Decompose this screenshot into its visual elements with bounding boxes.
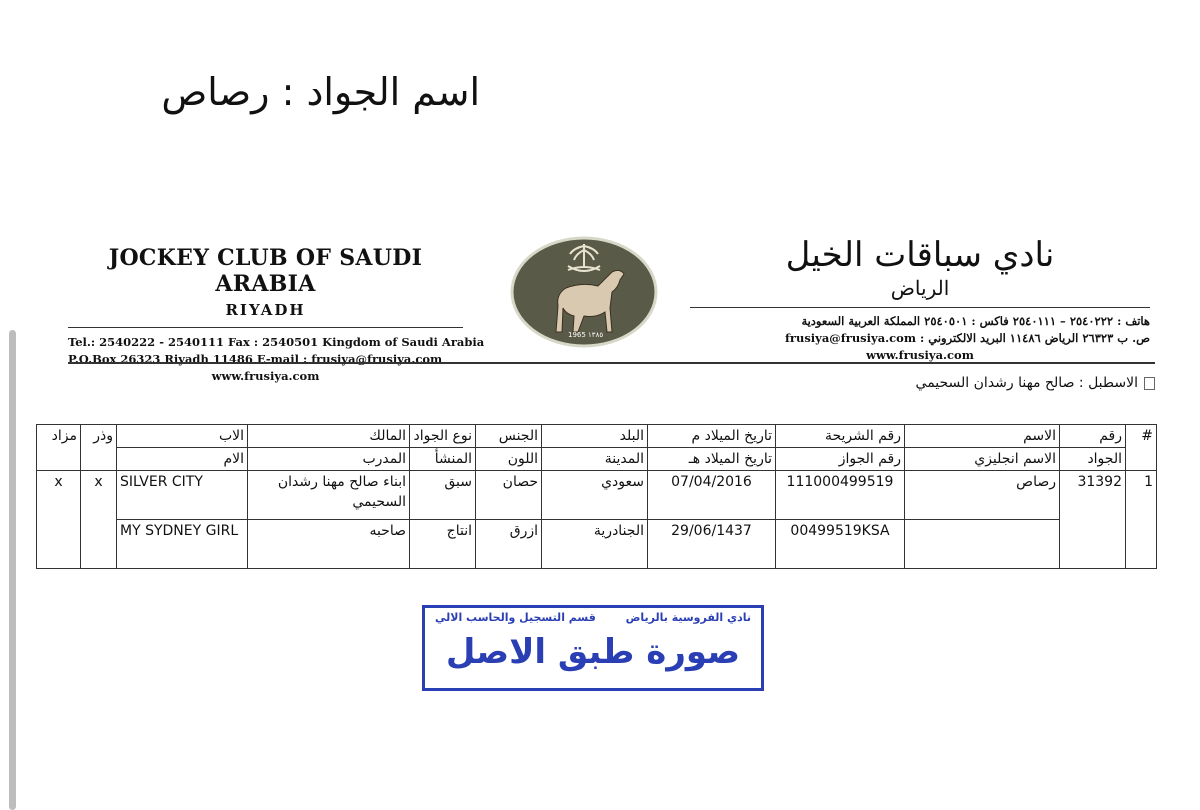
stamp-org: نادي الفروسية بالرياض — [625, 611, 751, 624]
letterhead-bottom-rule — [68, 362, 1155, 364]
cell-country: سعودي — [542, 471, 648, 520]
cell-dam: MY SYDNEY GIRL — [117, 520, 248, 569]
stamp-header — [425, 608, 761, 624]
header-type: نوع الجواد — [410, 425, 476, 448]
header-row-2 — [37, 448, 1157, 471]
club-city-ar: الرياض — [890, 276, 950, 300]
table-row — [37, 471, 1157, 520]
registration-table — [36, 424, 1157, 569]
cell-auction: x — [37, 471, 81, 569]
header-trainer: المدرب — [248, 448, 410, 471]
logo-years: 1965 ١٣٨٥ — [568, 331, 604, 339]
cell-chip: 111000499519 — [776, 471, 905, 520]
header-horse-no-2: الجواد — [1060, 448, 1126, 471]
header-horse-no: رقم — [1060, 425, 1126, 448]
cell-horse-no: 31392 — [1060, 471, 1126, 569]
website-en: www.frusiya.com — [211, 369, 320, 383]
header-dob-hijri: تاريخ الميلاد هـ — [648, 448, 776, 471]
letterhead-arabic — [690, 235, 1150, 363]
header-dob-gregorian: تاريخ الميلاد م — [648, 425, 776, 448]
stamp-dept: قسم التسجيل والحاسب الالي — [435, 611, 596, 624]
cell-city: الجنادرية — [542, 520, 648, 569]
contact-line-ar-1: هاتف : ٢٥٤٠٢٢٢ – ٢٥٤٠١١١ فاكس : ٢٥٤٠٥٠١ المملكة العربية السعودية — [801, 314, 1150, 328]
divider — [690, 307, 1150, 308]
header-owner: المالك — [248, 425, 410, 448]
header-sire: الاب — [117, 425, 248, 448]
cell-dob-gregorian: 07/04/2016 — [648, 471, 776, 520]
header-sex: الجنس — [476, 425, 542, 448]
club-city-en: RIYADH — [225, 301, 306, 319]
cell-name-en — [905, 520, 1060, 569]
header-color: اللون — [476, 448, 542, 471]
cell-passport: 00499519KSA — [776, 520, 905, 569]
certified-copy-stamp — [422, 605, 764, 691]
header-chip: رقم الشريحة — [776, 425, 905, 448]
table-row — [37, 520, 1157, 569]
cell-owner: ابناء صالح مهنا رشدان السحيمي — [248, 471, 410, 520]
stable-line — [830, 375, 1155, 391]
checkbox-icon — [1144, 377, 1155, 390]
cell-sex: حصان — [476, 471, 542, 520]
club-name-en: JOCKEY CLUB OF SAUDI ARABIA — [108, 245, 423, 297]
header-dam: الام — [117, 448, 248, 471]
website-ar: www.frusiya.com — [866, 348, 974, 362]
cell-num: 1 — [1126, 471, 1157, 569]
header-row-1 — [37, 425, 1157, 448]
contact-line-en-2: P.O.Box 26323 Riyadh 11486 E-mail : frusiya@frusiya.com — [68, 352, 443, 366]
header-num: # — [1126, 425, 1157, 471]
header-name: الاسم — [905, 425, 1060, 448]
stamp-main-text: صورة طبق الاصل — [445, 632, 741, 672]
header-weight: وذر — [81, 425, 117, 471]
divider — [68, 327, 463, 328]
scrollbar[interactable] — [9, 330, 16, 810]
cell-sire: SILVER CITY — [117, 471, 248, 520]
header-origin: المنشأ — [410, 448, 476, 471]
contact-line-en-1: Tel.: 2540222 - 2540111 Fax : 2540501 Kingdom of Saudi Arabia — [68, 335, 485, 349]
cell-dob-hijri: 29/06/1437 — [648, 520, 776, 569]
cell-weight: x — [81, 471, 117, 569]
header-country: البلد — [542, 425, 648, 448]
cell-trainer: صاحبه — [248, 520, 410, 569]
header-name-en: الاسم انجليزي — [905, 448, 1060, 471]
cell-type: سبق — [410, 471, 476, 520]
stable-text: الاسطبل : صالح مهنا رشدان السحيمي — [915, 375, 1138, 391]
contact-line-ar-2: ص. ب ٢٦٣٢٣ الرياض ١١٤٨٦ البريد الالكتروني : frusiya@frusiya.com — [784, 331, 1150, 345]
club-name-ar: نادي سباقات الخيل — [785, 235, 1055, 275]
cell-color: ازرق — [476, 520, 542, 569]
page-title: اسم الجواد : رصاص — [161, 70, 480, 114]
header-passport: رقم الجواز — [776, 448, 905, 471]
cell-name: رصاص — [905, 471, 1060, 520]
header-city: المدينة — [542, 448, 648, 471]
header-auction: مزاد — [37, 425, 81, 471]
cell-origin: انتاج — [410, 520, 476, 569]
club-logo — [508, 236, 660, 348]
